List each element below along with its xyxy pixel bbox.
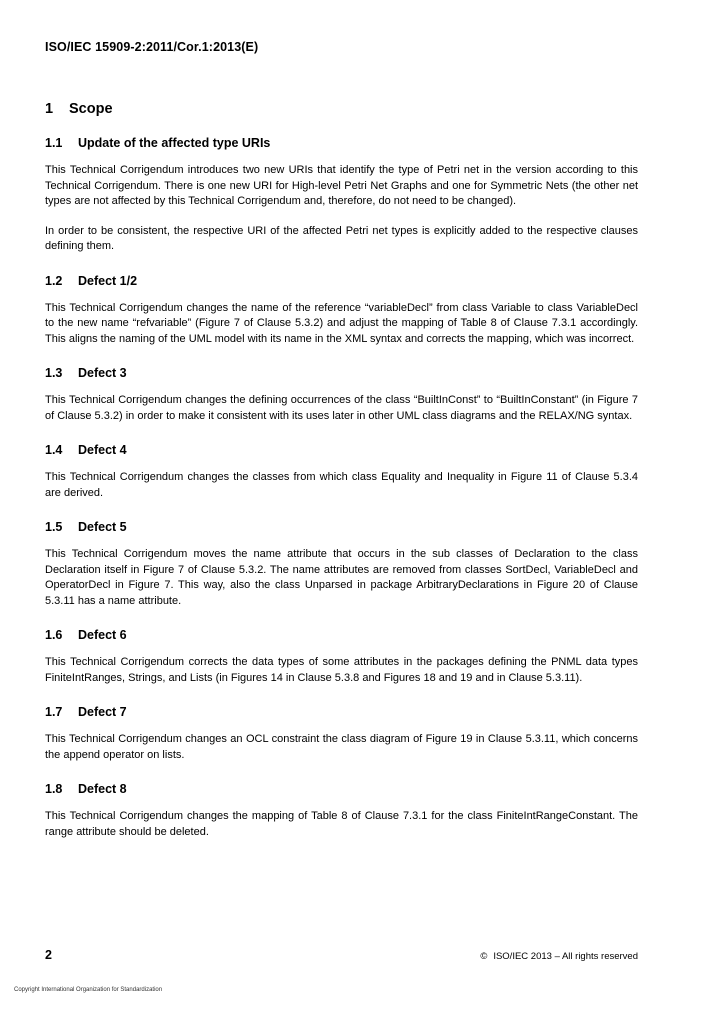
section-heading (45, 365, 638, 381)
section-number: 1.4 (45, 443, 63, 457)
section-1-1 (45, 135, 638, 255)
section-title: Defect 7 (78, 705, 127, 719)
paragraph: This Technical Corrigendum introduces two new URIs that identify the type of Petri net in the version according to this Technical Corrigendum. There is one new URI for High-level Petri Net Graphs and one for Symmetric Nets (the other net types are not affected by this Technical Corrigendum and, therefore, do not need to be changed). (45, 164, 638, 207)
section-title: Update of the affected type URIs (78, 136, 271, 150)
scope-heading (45, 100, 638, 118)
section-1-4 (45, 442, 638, 501)
section-number: 1.2 (45, 273, 63, 288)
section-heading (45, 704, 638, 720)
paragraph: This Technical Corrigendum changes the defining occurrences of the class “BuiltInConst” to “BuiltInConstant” (in Figure 7 of Clause 5.3.2) in order to make it consistent with its uses later in other UML class diagrams and the RELAX/NG syntax. (45, 394, 638, 422)
section-1-5 (45, 519, 638, 609)
section-1-2 (45, 273, 638, 348)
paragraph: This Technical Corrigendum changes an OCL constraint the class diagram of Figure 19 in Clause 5.3.11, which concerns the append operator on lists. (45, 733, 638, 761)
section-title: Defect 8 (78, 782, 127, 796)
section-title: Defect 5 (78, 520, 127, 534)
scope-title: Scope (69, 101, 113, 117)
document-body (45, 100, 638, 858)
section-heading (45, 135, 638, 151)
section-title: Defect 6 (78, 628, 127, 642)
section-heading (45, 781, 638, 797)
license-watermark: Copyright International Organization for Standardization (14, 987, 163, 993)
paragraph: In order to be consistent, the respective URI of the affected Petri net types is explicitly added to the respective clauses defining them. (45, 224, 638, 252)
section-1-8 (45, 781, 638, 840)
section-heading (45, 273, 638, 289)
page-number: 2 (45, 948, 52, 962)
document-identifier: ISO/IEC 15909-2:2011/Cor.1:2013(E) (45, 40, 259, 54)
section-number: 1.6 (45, 628, 63, 642)
section-1-3 (45, 365, 638, 424)
paragraph: This Technical Corrigendum moves the name attribute that occurs in the sub classes of Declaration to the class Declaration itself in Figure 7 of Clause 5.3.2. The name attributes are removed from classes SortDecl, VariableDecl and OperatorDecl in Figure 7. This way, also the class Unparsed in package ArbitraryDeclarations in Figure 20 of Clause 5.3.11 has a name attribute. (45, 548, 638, 607)
section-title: Defect 3 (78, 366, 127, 380)
section-title: Defect 4 (78, 443, 127, 457)
copyright-text: ISO/IEC 2013 – All rights reserved (493, 951, 638, 962)
copyright-icon: © (480, 951, 488, 962)
paragraph: This Technical Corrigendum corrects the data types of some attributes in the packages defining the PNML data types FiniteIntRanges, Strings, and Lists (in Figures 14 in Clause 5.3.8 and Figures 18 and 19 and in Clause 5.3.11). (45, 656, 638, 684)
section-1-6 (45, 627, 638, 686)
paragraph: This Technical Corrigendum changes the classes from which class Equality and Inequality in Figure 11 of Clause 5.3.4 are derived. (45, 471, 638, 499)
paragraph: This Technical Corrigendum changes the name of the reference “variableDecl” from class Variable to class VariableDecl to the new name “refvariable” (Figure 7 of Clause 5.3.2) and adjust the mapping of Table 8 of Clause 7.3.1 accordingly. This aligns the naming of the UML model with its name in the XML syntax and corrects the mapping, which was incorrect. (45, 301, 638, 345)
section-title: Defect 1/2 (78, 273, 138, 288)
section-heading (45, 519, 638, 535)
section-number: 1.8 (45, 782, 63, 796)
paragraph: This Technical Corrigendum changes the mapping of Table 8 of Clause 7.3.1 for the class FiniteIntRangeConstant. The range attribute should be deleted. (45, 810, 638, 838)
section-number: 1.7 (45, 705, 63, 719)
section-number: 1.5 (45, 520, 63, 534)
section-number: 1.1 (45, 136, 63, 150)
section-heading (45, 627, 638, 643)
copyright-notice (480, 951, 638, 962)
section-heading (45, 442, 638, 458)
scope-number: 1 (45, 101, 54, 117)
section-number: 1.3 (45, 366, 63, 380)
section-1-7 (45, 704, 638, 763)
